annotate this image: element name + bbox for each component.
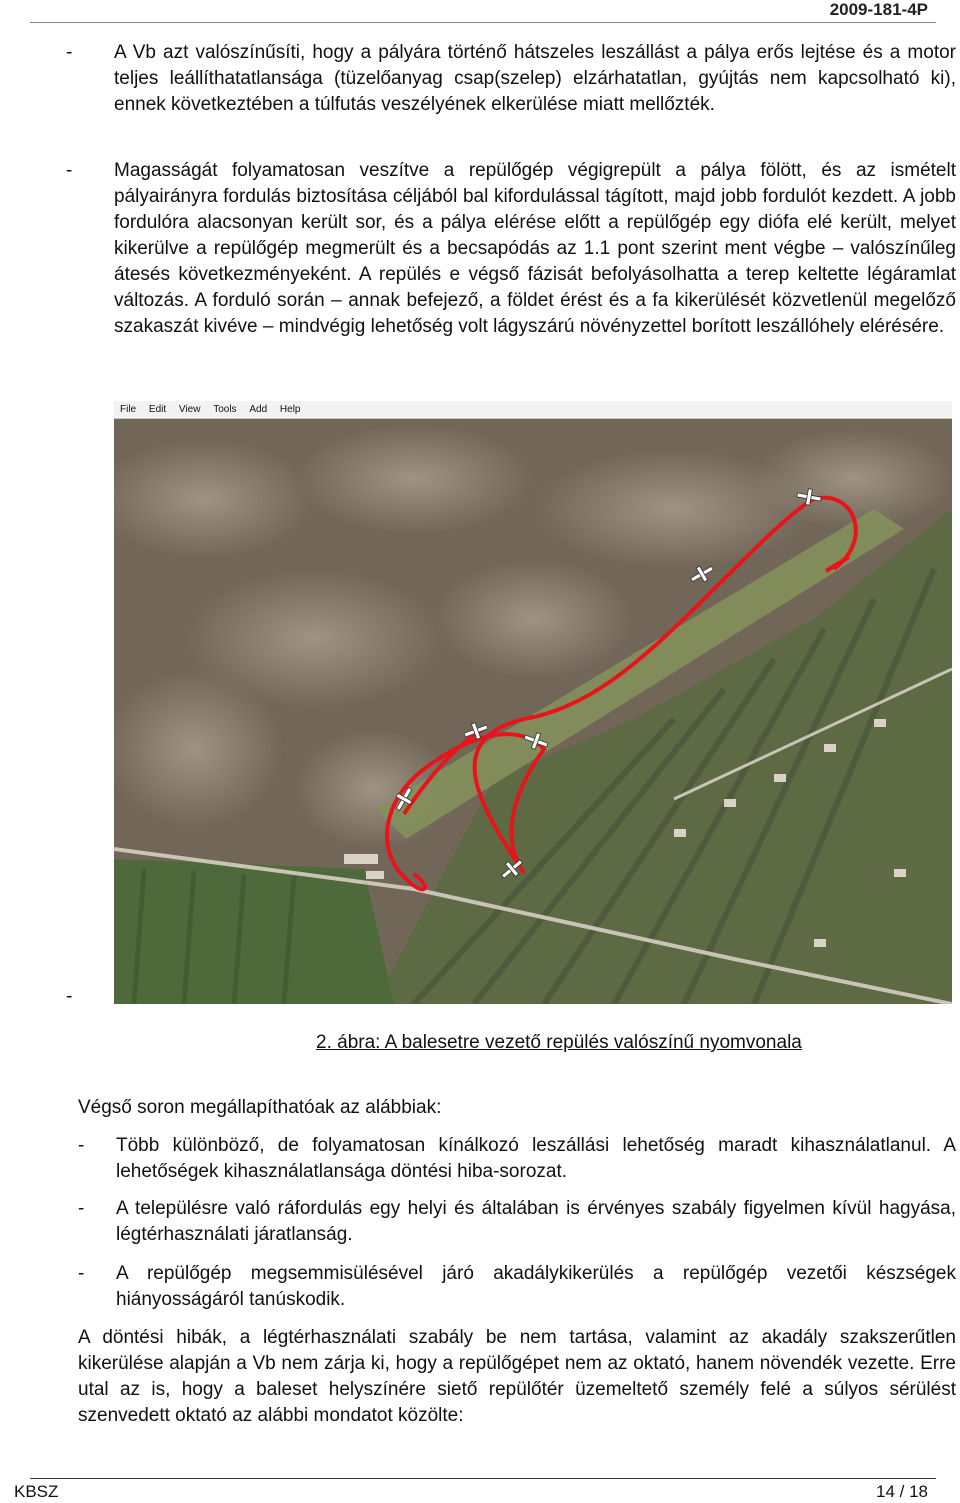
bullet-text: Magasságát folyamatosan veszítve a repülőgép végigrepült a pálya fölött, és az ismételt pályairányra fordulás biztosítása céljából bal kifordulással tágított, majd jobb fordulót kezdett. A jobb fordulóra alacsonyan került sor, és a pálya elérése előtt a repülőgép egy diófa elé került, melyet kikerülve a repülőgép megmerült és a becsapódás az 1.1 pont szerint ment végbe – valószínűleg átesés következményeként. A repülés e végső fázisát befolyásolhatta a terep keltette légáramlat változás. A forduló során – annak befejező, a földet érést és a fa kikerülését közvetlenül megelőző szakaszát kivéve – mindvégig lehetőség volt lágyszárú növényzettel borított leszállóhely elérésére. [114, 160, 956, 337]
conclusion-text: A repülőgép megsemmisülésével járó akadálykikerülés a repülőgép vezetői készségek hiányosságáról tanúskodik. [116, 1263, 956, 1310]
document-id: 2009-181-4P [829, 0, 928, 19]
conclusion-item-3 [78, 1261, 956, 1313]
figure-caption: 2. ábra: A balesetre vezető repülés valószínű nyomvonala [316, 1032, 802, 1053]
bullet-dash: - [66, 160, 73, 181]
conclusion-item-1 [78, 1133, 956, 1185]
bullet-dash: - [66, 42, 73, 63]
conclusions-lead: Végső soron megállapíthatóak az alábbiak: [78, 1097, 442, 1118]
menu-item-help[interactable]: Help [279, 404, 301, 415]
menu-item-edit[interactable]: Edit [148, 404, 167, 415]
bullet-dash: - [78, 1263, 85, 1284]
conclusion-item-2 [78, 1196, 956, 1248]
figure-bullet-dash: - [66, 986, 73, 1007]
footer-page-number: 14 / 18 [876, 1482, 928, 1501]
footer-org: KBSZ [14, 1482, 59, 1501]
bullet-paragraph-2 [66, 158, 956, 340]
conclusion-text: A településre való ráfordulás egy helyi és általában is érvényes szabály figyelmen kívül hagyása, légtérhasználati járatlanság. [116, 1198, 956, 1245]
menu-item-tools[interactable]: Tools [213, 404, 237, 415]
menu-item-file[interactable]: File [120, 404, 137, 415]
conclusion-text: Több különböző, de folyamatosan kínálkozó leszállási lehetőség maradt kihasználatlanul. A lehetőségek kihasználatlansága döntési hiba-sorozat. [116, 1135, 956, 1182]
flight-path-figure [114, 401, 952, 1004]
final-paragraph: A döntési hibák, a légtérhasználati szabály be nem tartása, valamint az akadály szakszerűtlen kikerülése alapján a Vb nem zárja ki, hogy a repülőgépet nem az oktató, hanem növendék vezette. Erre utal az is, hogy a baleset helyszínére siető repülőtér üzemeltető személy felé a súlyos sérülést szenvedett oktató az alábbi mondatot közölte: [78, 1327, 956, 1426]
bullet-dash: - [78, 1135, 85, 1156]
menu-item-view[interactable]: View [178, 404, 201, 415]
bullet-dash: - [78, 1198, 85, 1219]
header-rule [30, 22, 936, 23]
bullet-text: A Vb azt valószínűsíti, hogy a pályára történő hátszeles leszállást a pálya erős lejtése és a motor teljes leállíthatatlansága (tüzelőanyag csap(szelep) elzárhatatlan, gyújtás nem kapcsolható ki), ennek következtében a túlfutás veszélyének elkerülése miatt mellőzték. [114, 42, 956, 115]
map-menu-bar [114, 401, 952, 419]
bullet-paragraph-1 [66, 40, 956, 118]
satellite-map [114, 419, 952, 1004]
menu-item-add[interactable]: Add [249, 404, 268, 415]
footer-rule [30, 1478, 936, 1479]
